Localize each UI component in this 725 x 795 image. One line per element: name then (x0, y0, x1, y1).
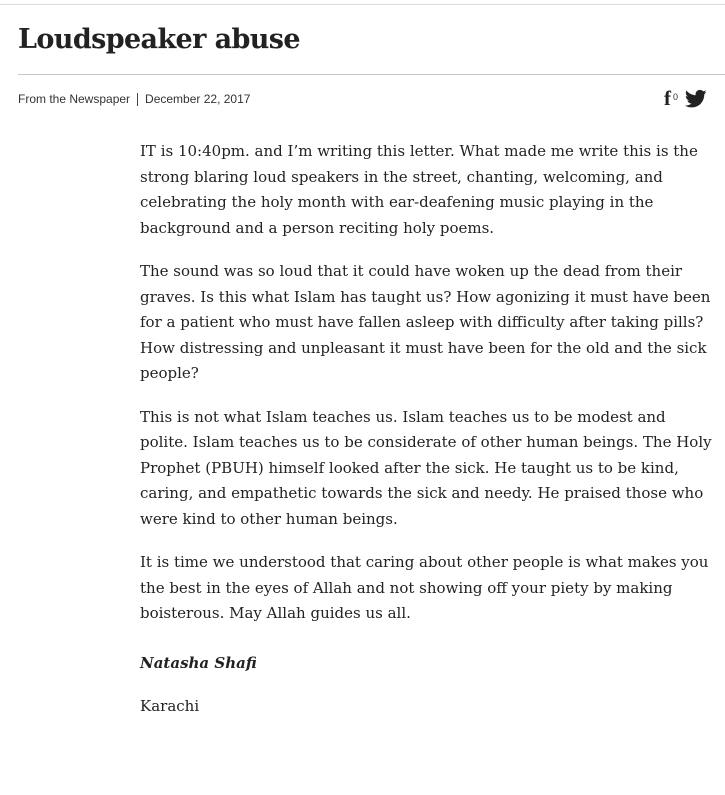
title-divider (18, 74, 725, 75)
byline-separator (137, 93, 138, 106)
byline (18, 92, 250, 106)
top-divider (0, 4, 725, 5)
paragraph: The sound was so loud that it could have woken up the dead from their graves. Is this what Islam has taught us? How agonizing it must have been for a patient who must have fallen asleep with difficulty after taking pills? How distressing and unpleasant it must have been for the old and the sick people? (140, 262, 711, 382)
twitter-icon[interactable] (685, 89, 707, 109)
paragraph: IT is 10:40pm. and I’m writing this letter. What made me write this is the strong blaring loud speakers in the street, chanting, welcoming, and celebrating the holy month with ear-deafening music playing in the background and a person reciting holy poems. (140, 142, 698, 237)
article-body (140, 139, 715, 720)
source-label: From the Newspaper (18, 92, 131, 106)
paragraph: It is time we understood that caring about other people is what makes you the best in the eyes of Allah and not showing off your piety by making boisterous. May Allah guides us all. (140, 553, 709, 622)
paragraph: This is not what Islam teaches us. Islam teaches us to be modest and polite. Islam teaches us to be considerate of other human beings. The Holy Prophet (PBUH) himself looked after the sick. He taught us to be kind, caring, and empathetic towards the sick and needy. He praised those who were kind to other human beings. (140, 407, 712, 528)
facebook-icon[interactable]: f (664, 86, 671, 110)
facebook-share-count: 0 (673, 92, 679, 102)
article-title: Loudspeaker abuse (18, 24, 300, 55)
share-bar (664, 88, 707, 109)
author-name: Natasha Shafi (140, 653, 257, 672)
publish-date: December 22, 2017 (145, 92, 251, 106)
author-city: Karachi (140, 697, 200, 715)
